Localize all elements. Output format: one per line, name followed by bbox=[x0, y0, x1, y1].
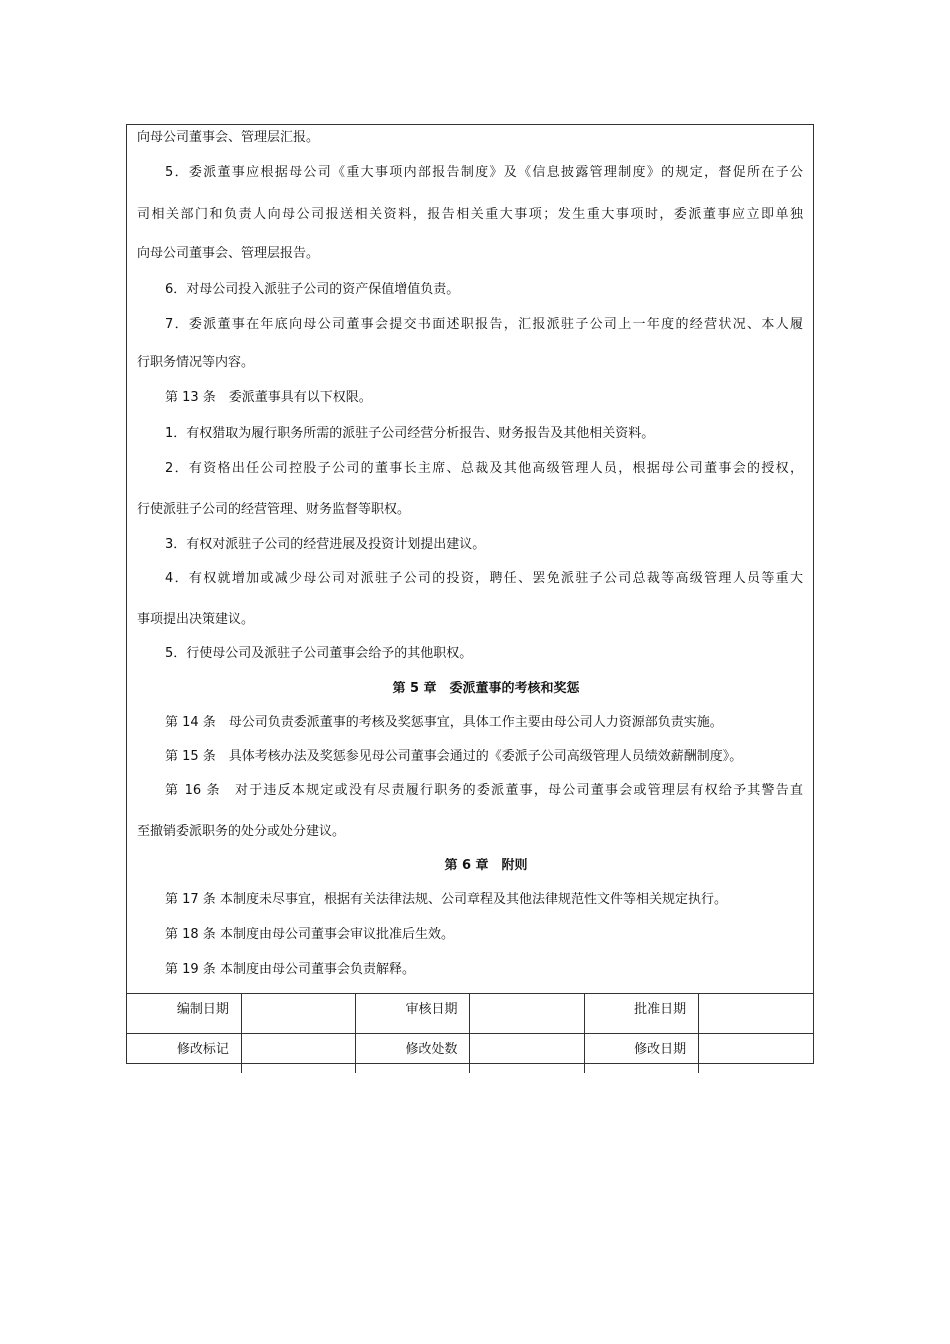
signoff-value-cell[interactable] bbox=[699, 994, 813, 1034]
signoff-label: 修改标记 bbox=[127, 1034, 241, 1074]
paragraph-line: 第 15 条 具体考核办法及奖惩参见母公司董事会通过的《委派子公司高级管理人员绩效薪酬制度》。 bbox=[165, 749, 743, 764]
signoff-label: 审核日期 bbox=[356, 994, 470, 1034]
paragraph-line: 第 19 条 本制度由母公司董事会负责解释。 bbox=[165, 962, 415, 977]
signoff-value-cell[interactable] bbox=[470, 1034, 584, 1074]
signoff-row bbox=[127, 994, 813, 1034]
signoff-label: 批准日期 bbox=[584, 994, 698, 1034]
paragraph-line: 6．对母公司投入派驻子公司的资产保值增值负责。 bbox=[165, 282, 460, 297]
paragraph-line: 行使派驻子公司的经营管理、财务监督等职权。 bbox=[137, 502, 411, 517]
paragraph-line: 4．有权就增加或减少母公司对派驻子公司的投资，聘任、罢免派驻子公司总裁等高级管理人员等重大 bbox=[165, 571, 803, 586]
paragraph-line: 第 16 条 对于违反本规定或没有尽责履行职务的委派董事，母公司董事会或管理层有权给予其警告直 bbox=[165, 783, 803, 798]
paragraph-line: 第 17 条 本制度未尽事宜，根据有关法律法规、公司章程及其他法律规范性文件等相关规定执行。 bbox=[165, 892, 727, 907]
paragraph-line: 2．有资格出任公司控股子公司的董事长主席、总裁及其他高级管理人员，根据母公司董事会的授权， bbox=[165, 461, 803, 476]
document-frame bbox=[126, 124, 814, 1064]
signoff-value-cell[interactable] bbox=[699, 1034, 813, 1074]
signoff-value-cell[interactable] bbox=[241, 994, 355, 1034]
paragraph-line: 行职务情况等内容。 bbox=[137, 355, 255, 370]
signoff-value-cell[interactable] bbox=[241, 1034, 355, 1074]
paragraph-line: 3．有权对派驻子公司的经营进展及投资计划提出建议。 bbox=[165, 537, 486, 552]
paragraph-line: 7．委派董事在年底向母公司董事会提交书面述职报告，汇报派驻子公司上一年度的经营状况、本人履 bbox=[165, 317, 803, 332]
article-heading: 第 13 条 委派董事具有以下权限。 bbox=[165, 390, 372, 405]
paragraph-line: 第 14 条 母公司负责委派董事的考核及奖惩事宜，具体工作主要由母公司人力资源部负责实施。 bbox=[165, 715, 723, 730]
paragraph-line: 向母公司董事会、管理层报告。 bbox=[137, 246, 320, 261]
signoff-value-cell[interactable] bbox=[470, 994, 584, 1034]
paragraph-line: 第 18 条 本制度由母公司董事会审议批准后生效。 bbox=[165, 927, 454, 942]
signoff-table bbox=[127, 993, 813, 1073]
chapter-title: 第 6 章 附则 bbox=[444, 858, 528, 873]
paragraph-line: 至撤销委派职务的处分或处分建议。 bbox=[137, 824, 346, 839]
signoff-label: 修改日期 bbox=[584, 1034, 698, 1074]
signoff-row bbox=[127, 1034, 813, 1074]
paragraph-line: 司相关部门和负责人向母公司报送相关资料，报告相关重大事项；发生重大事项时，委派董事应立即单独 bbox=[137, 207, 803, 222]
document-body bbox=[127, 125, 813, 993]
signoff-label: 修改处数 bbox=[356, 1034, 470, 1074]
paragraph-line: 5．委派董事应根据母公司《重大事项内部报告制度》及《信息披露管理制度》的规定，督促所在子公 bbox=[165, 165, 803, 180]
signoff-label: 编制日期 bbox=[127, 994, 241, 1034]
paragraph-line: 向母公司董事会、管理层汇报。 bbox=[137, 130, 320, 145]
paragraph-line: 5．行使母公司及派驻子公司董事会给予的其他职权。 bbox=[165, 646, 473, 661]
paragraph-line: 1．有权猎取为履行职务所需的派驻子公司经营分析报告、财务报告及其他相关资料。 bbox=[165, 426, 655, 441]
chapter-title: 第 5 章 委派董事的考核和奖惩 bbox=[392, 681, 580, 696]
paragraph-line: 事项提出决策建议。 bbox=[137, 612, 255, 627]
